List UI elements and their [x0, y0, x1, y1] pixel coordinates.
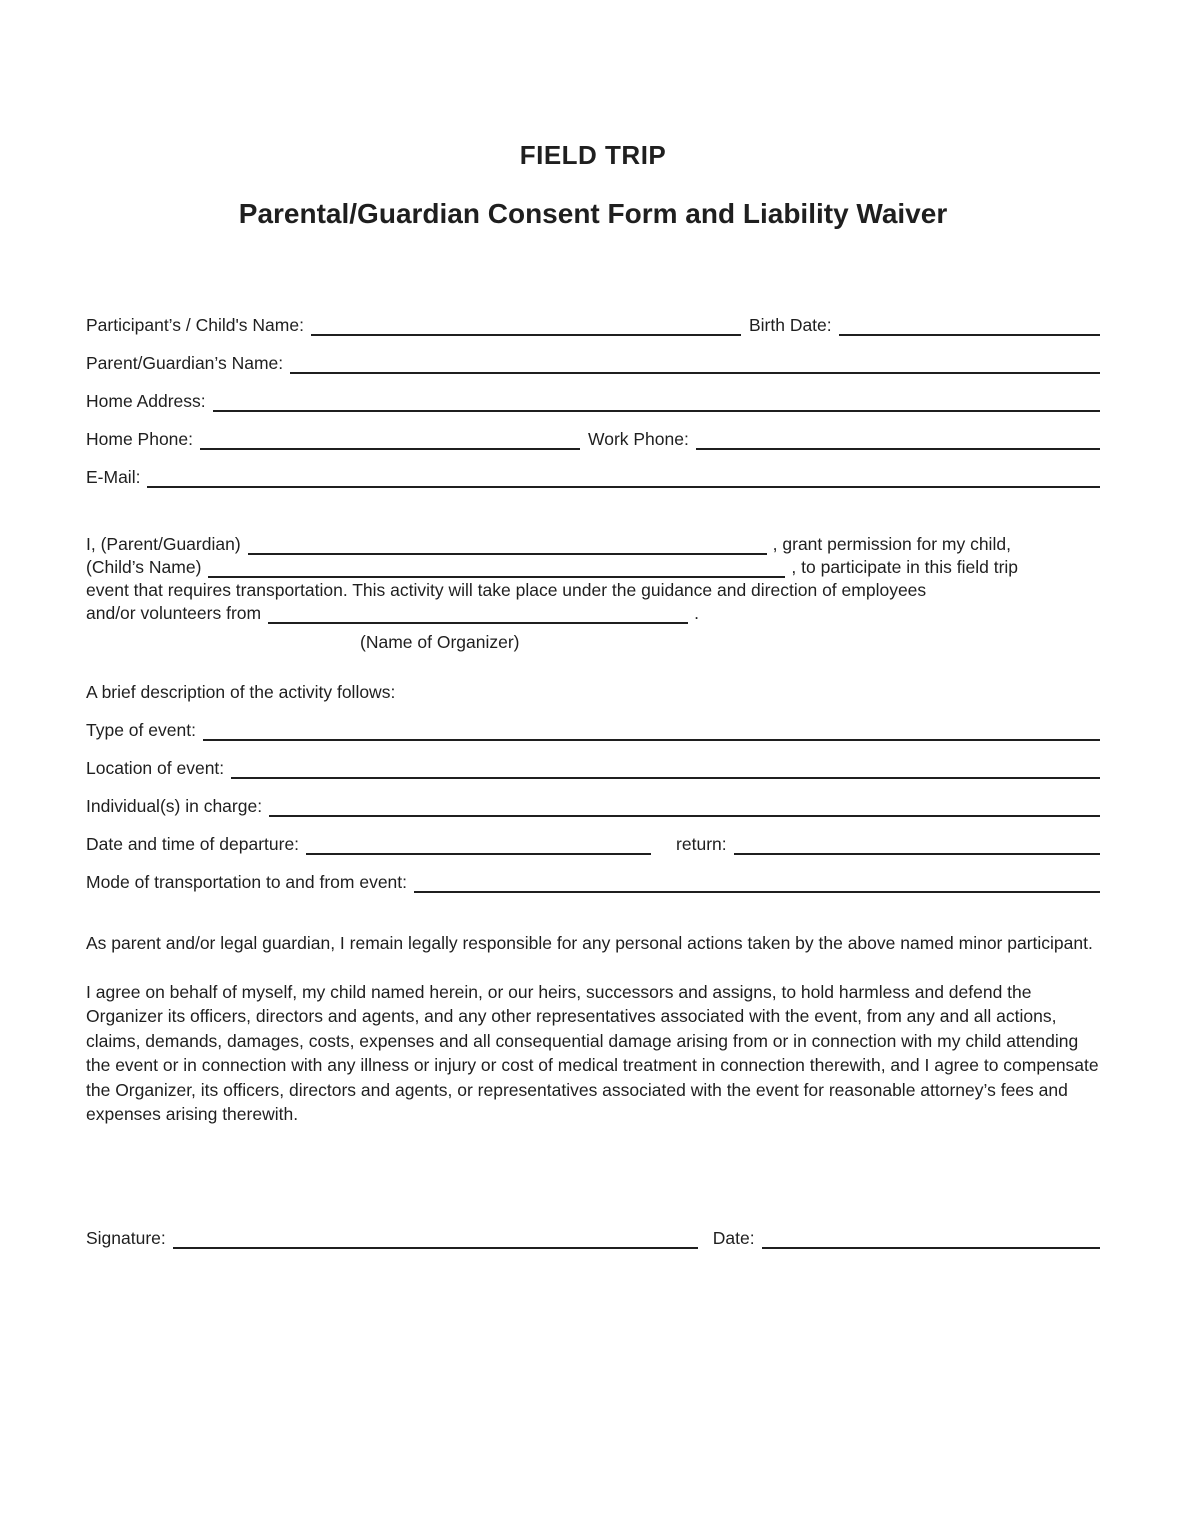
consent-statement-section — [86, 532, 1100, 653]
home-phone-input[interactable] — [200, 428, 580, 450]
work-phone-label: Work Phone: — [588, 429, 689, 449]
form-subtitle: Parental/Guardian Consent Form and Liability Waiver — [238, 198, 948, 229]
birth-date-input[interactable] — [839, 314, 1100, 336]
phone-row — [86, 426, 1100, 450]
email-row — [86, 464, 1100, 488]
return-datetime-input[interactable] — [734, 833, 1100, 855]
participant-name-input[interactable] — [311, 314, 741, 336]
departure-return-row — [86, 831, 1100, 855]
consent-line-1-suffix: , grant permission for my child, — [772, 534, 1011, 554]
event-location-label: Location of event: — [86, 758, 225, 778]
activity-details-section — [86, 679, 1100, 893]
event-location-input[interactable] — [231, 757, 1100, 779]
organizer-caption — [360, 630, 1100, 653]
home-address-row — [86, 388, 1100, 412]
event-type-label: Type of event: — [86, 720, 196, 740]
transportation-label: Mode of transportation to and from event: — [86, 872, 408, 892]
consent-line-4 — [86, 601, 1100, 624]
participant-name-label: Participant’s / Child's Name: — [86, 315, 304, 335]
consent-line-3-text: event that requires transportation. This activity will take place under the guidance and direction of employees — [86, 580, 927, 600]
signature-input[interactable] — [173, 1227, 698, 1249]
organizer-name-blank[interactable] — [268, 602, 688, 624]
home-phone-label: Home Phone: — [86, 429, 194, 449]
form-content — [0, 140, 1187, 1249]
child-name-blank[interactable] — [208, 556, 785, 578]
event-type-row — [86, 717, 1100, 741]
liability-waiver-section — [86, 931, 1100, 1127]
transportation-row — [86, 869, 1100, 893]
departure-datetime-input[interactable] — [306, 833, 651, 855]
consent-line-2 — [86, 555, 1100, 578]
home-address-label: Home Address: — [86, 391, 206, 411]
signature-row — [86, 1225, 1100, 1249]
birth-date-label: Birth Date: — [748, 315, 832, 335]
consent-line-3 — [86, 578, 1100, 601]
date-label: Date: — [712, 1227, 755, 1248]
participant-name-row — [86, 312, 1100, 336]
email-label: E-Mail: — [86, 467, 141, 487]
home-address-input[interactable] — [213, 390, 1100, 412]
departure-label: Date and time of departure: — [86, 834, 300, 854]
organizer-caption-text: (Name of Organizer) — [360, 632, 520, 652]
consent-line-4-suffix: . — [694, 603, 699, 623]
individuals-in-charge-row — [86, 793, 1100, 817]
contact-fields-section — [86, 312, 1100, 488]
form-title: FIELD TRIP — [519, 140, 667, 170]
organizer-prefix: and/or volunteers from — [86, 603, 262, 623]
work-phone-input[interactable] — [696, 428, 1100, 450]
parent-guardian-name-input[interactable] — [290, 352, 1100, 374]
return-label: return: — [676, 834, 727, 854]
parent-guardian-name-blank[interactable] — [248, 533, 767, 555]
parent-guardian-prefix: I, (Parent/Guardian) — [86, 534, 241, 554]
legal-paragraph-responsibility: As parent and/or legal guardian, I remain legally responsible for any personal actions taken by the above named minor participant. — [86, 933, 1093, 953]
event-type-input[interactable] — [203, 719, 1100, 741]
date-input[interactable] — [762, 1227, 1100, 1249]
email-input[interactable] — [147, 466, 1100, 488]
event-location-row — [86, 755, 1100, 779]
parent-name-row — [86, 350, 1100, 374]
signature-label: Signature: — [86, 1227, 166, 1248]
child-name-prefix: (Child’s Name) — [86, 557, 202, 577]
activity-intro-line — [86, 679, 1100, 703]
activity-intro-text: A brief description of the activity follows: — [86, 682, 396, 702]
consent-line-2-suffix: , to participate in this field trip — [791, 557, 1019, 577]
consent-line-1 — [86, 532, 1100, 555]
individuals-in-charge-label: Individual(s) in charge: — [86, 796, 263, 816]
transportation-mode-input[interactable] — [414, 871, 1100, 893]
parent-name-label: Parent/Guardian’s Name: — [86, 353, 284, 373]
legal-paragraph-hold-harmless: I agree on behalf of myself, my child named herein, or our heirs, successors and assigns, to hold harmless and defend the Organizer its officers, directors and agents, and any other representatives associated with the event, from any and all actions, claims, demands, damages, costs, expenses and all consequential damage arising from or in connection with my child attending the event or in connection with any illness or injury or cost of medical treatment in connection therewith, and I agree to compensate the Organizer, its officers, directors and agents, or representatives associated with the event for reasonable attorney’s fees and expenses arising therewith. — [86, 981, 1099, 1124]
individuals-in-charge-input[interactable] — [269, 795, 1100, 817]
